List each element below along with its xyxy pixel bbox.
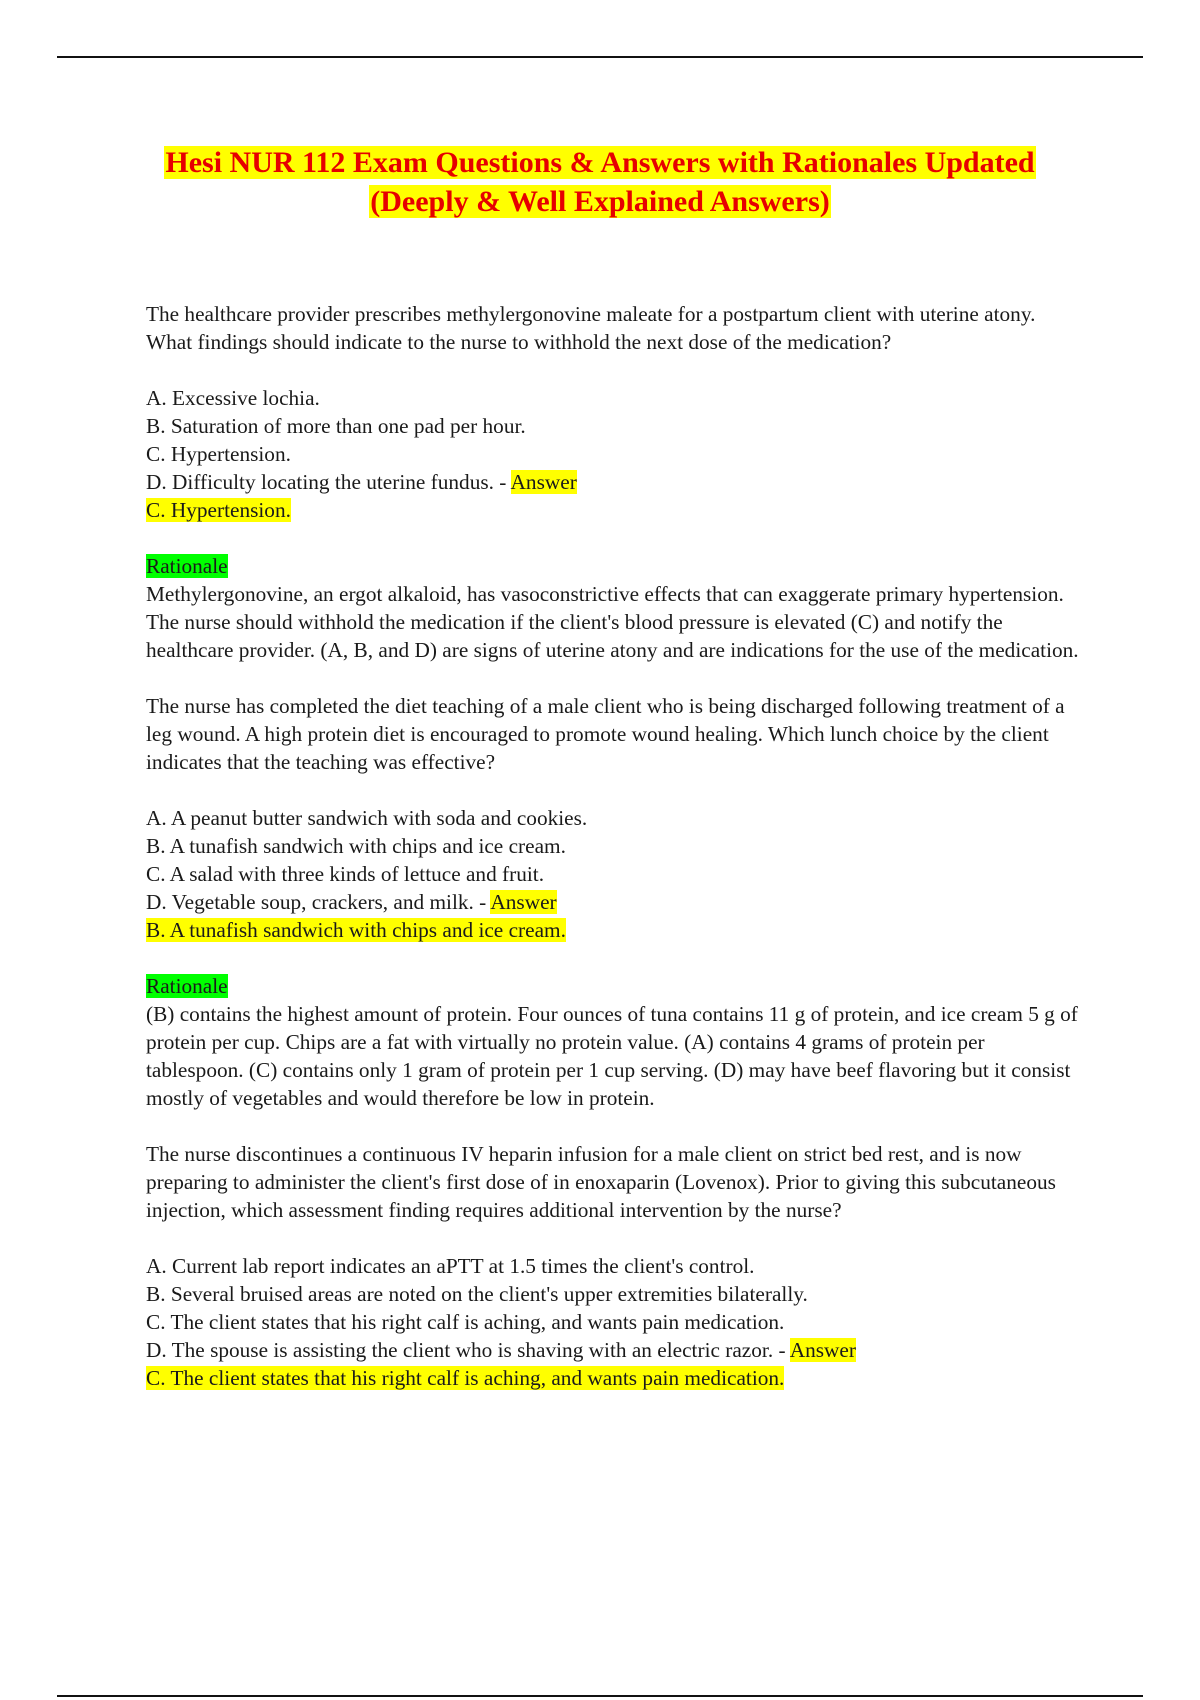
title-line-1: Hesi NUR 112 Exam Questions & Answers with Rationales Updated	[165, 146, 1035, 179]
answer-line	[146, 1364, 1086, 1392]
question-options	[146, 384, 1086, 524]
option-b: B. Saturation of more than one pad per hour.	[146, 414, 526, 438]
question-options	[146, 1252, 1086, 1392]
option-c: C. A salad with three kinds of lettuce and fruit.	[146, 862, 545, 886]
option-d	[146, 468, 1086, 496]
answer-marker: Answer	[789, 1338, 856, 1362]
answer-line	[146, 916, 1086, 944]
rationale-text: (B) contains the highest amount of protein. Four ounces of tuna contains 11 g of protein, and ice cream 5 g of protein per cup. Chips are a fat with virtually no protein value. (A) contains 4 grams of protein per tablespoon. (C) contains only 1 gram of protein per 1 cup serving. (D) may have beef flavoring but it consist mostly of vegetables and would therefore be low in protein.	[146, 1002, 1078, 1110]
option-c: C. The client states that his right calf is aching, and wants pain medication.	[146, 1310, 785, 1334]
option-d-text: D. Vegetable soup, crackers, and milk. -	[146, 890, 491, 914]
option-d	[146, 888, 1086, 916]
option-b: B. Several bruised areas are noted on the client's upper extremities bilaterally.	[146, 1282, 808, 1306]
option-d-text: D. Difficulty locating the uterine fundus. -	[146, 470, 511, 494]
option-a: A. Excessive lochia.	[146, 386, 320, 410]
answer-marker: Answer	[510, 470, 577, 494]
correct-answer: B. A tunafish sandwich with chips and ice cream.	[146, 918, 566, 942]
bottom-rule	[57, 1695, 1143, 1697]
document-body	[146, 300, 1086, 1420]
option-a: A. A peanut butter sandwich with soda and cookies.	[146, 806, 588, 830]
correct-answer: C. Hypertension.	[146, 498, 291, 522]
rationale-heading	[146, 552, 1086, 580]
rationale-block	[146, 552, 1086, 664]
option-c: C. Hypertension.	[146, 442, 291, 466]
rationale-label: Rationale	[146, 974, 228, 998]
option-d	[146, 1336, 1086, 1364]
question-stem: The healthcare provider prescribes methylergonovine maleate for a postpartum client with uterine atony. What findings should indicate to the nurse to withhold the next dose of the medication?	[146, 302, 1036, 354]
title-line-2: (Deeply & Well Explained Answers)	[370, 185, 830, 218]
top-rule	[57, 56, 1143, 58]
rationale-heading	[146, 972, 1086, 1000]
rationale-label: Rationale	[146, 554, 228, 578]
question-options	[146, 804, 1086, 944]
option-a: A. Current lab report indicates an aPTT at 1.5 times the client's control.	[146, 1254, 755, 1278]
question-stem: The nurse discontinues a continuous IV heparin infusion for a male client on strict bed rest, and is now preparing to administer the client's first dose of in enoxaparin (Lovenox). Prior to giving this subcutaneous injection, which assessment finding requires additional intervention by the nurse?	[146, 1142, 1056, 1222]
answer-line	[146, 496, 1086, 524]
correct-answer: C. The client states that his right calf is aching, and wants pain medication.	[146, 1366, 785, 1390]
answer-marker: Answer	[490, 890, 557, 914]
document-title	[120, 143, 1080, 221]
rationale-block	[146, 972, 1086, 1112]
option-d-text: D. The spouse is assisting the client who is shaving with an electric razor. -	[146, 1338, 790, 1362]
option-b: B. A tunafish sandwich with chips and ice cream.	[146, 834, 566, 858]
rationale-text: Methylergonovine, an ergot alkaloid, has vasoconstrictive effects that can exaggerate primary hypertension. The nurse should withhold the medication if the client's blood pressure is elevated (C) and notify the healthcare provider. (A, B, and D) are signs of uterine atony and are indications for the use of the medication.	[146, 582, 1079, 662]
question-stem: The nurse has completed the diet teaching of a male client who is being discharged following treatment of a leg wound. A high protein diet is encouraged to promote wound healing. Which lunch choice by the client indicates that the teaching was effective?	[146, 694, 1065, 774]
